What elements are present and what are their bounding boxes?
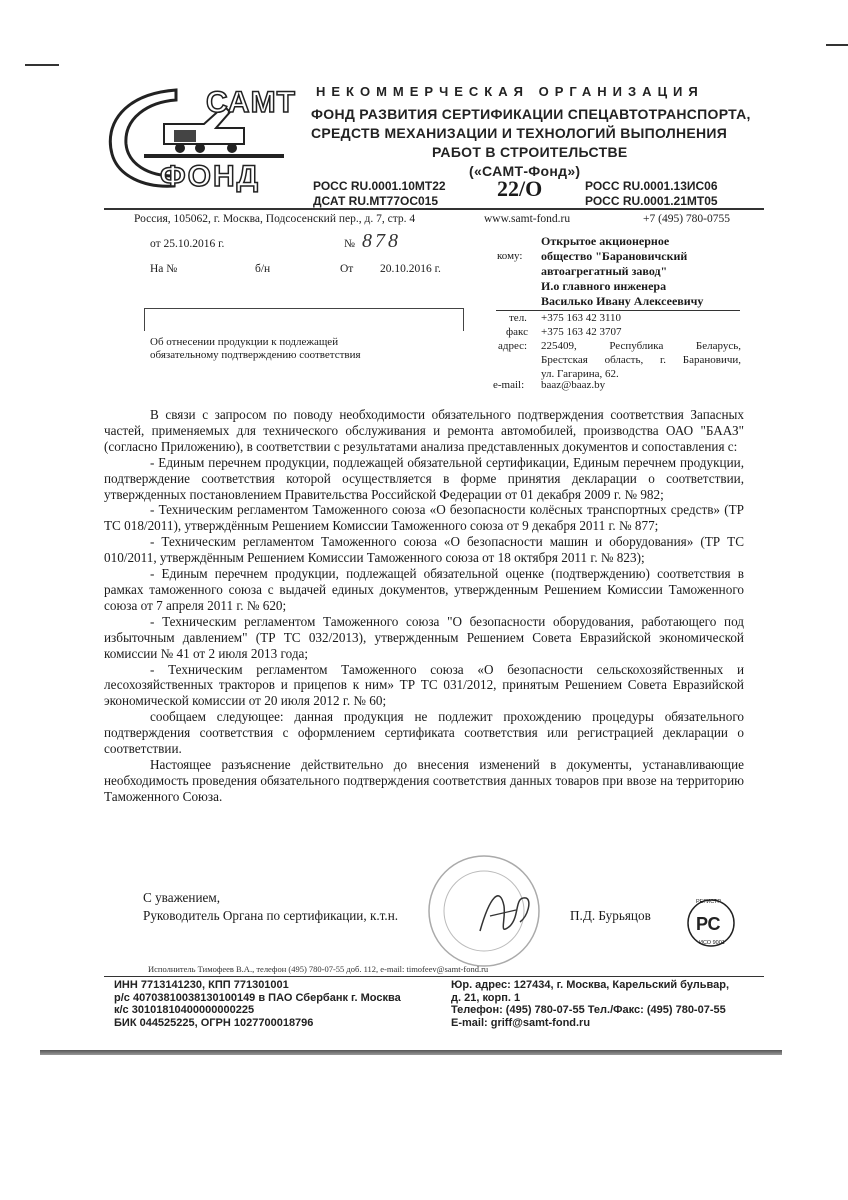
body-paragraph: - Техническим регламентом Таможенного союза «О безопасности колёсных транспортных средств» (ТР ТС 018/2011), утверждённым Решением Комиссии Таможенного союза от 9 декабря 2011 г. № 877; (104, 502, 744, 534)
recipient-line-5: Василько Ивану Алексеевичу (541, 294, 704, 308)
addr-line-2: Брестская область, г. Барановичи, (541, 354, 741, 366)
org-name-line-2: СРЕДСТВ МЕХАНИЗАЦИИ И ТЕХНОЛОГИЙ ВЫПОЛНЕНИЯ (311, 125, 728, 141)
reference-number: б/н (255, 263, 271, 275)
executor-line: Исполнитель Тимофеев В.А., телефон (495) 780-07-55 доб. 112, e-mail: timofeev@samt-fond.ru (148, 964, 489, 974)
addr-line-1: 225409, Республика Беларусь, (541, 340, 741, 352)
scan-mark (826, 44, 848, 46)
reference-label: На № (150, 263, 178, 275)
org-name-line-1: ФОНД РАЗВИТИЯ СЕРТИФИКАЦИИ СПЕЦАВТОТРАНСПОРТА, (311, 106, 751, 122)
subject-bracket (144, 308, 464, 331)
fax-value: +375 163 42 3707 (541, 326, 622, 338)
footer-divider (104, 976, 764, 977)
body-paragraph: Настоящее разъяснение действительно до внесения изменений в документы, устанавливающие необходимость проведения обязательного подтверждения соответствия данных товаров при ввозе на территорию Таможенного Союза. (104, 756, 744, 804)
body-paragraph: сообщаем следующее: данная продукция не подлежит прохождению процедуры обязательного подтверждения соответствия с оформлением сертификата соответствия или регистрацией декларации о соответствии. (104, 709, 744, 757)
body-paragraph: - Техническим регламентом Таможенного союза «О безопасности машин и оборудования» (ТР ТС 010/2011, утверждённым Решением Комиссии Таможенного союза от 18 октября 2011 г. № 823); (104, 534, 744, 566)
recipient-line-1: Открытое акционерное (541, 234, 670, 248)
recipient-line-4: И.о главного инженера (541, 279, 667, 293)
sender-website: www.samt-fond.ru (484, 213, 571, 225)
footer-left-line: р/с 40703810038130100149 в ПАО Сбербанк г. Москва (114, 991, 401, 1004)
sender-address: Россия, 105062, г. Москва, Подсосенский пер., д. 7, стр. 4 (134, 213, 416, 225)
addr-line-3: ул. Гагарина, 62. (541, 368, 619, 380)
letter-number-label: № (344, 238, 355, 250)
register-cert-top: РЕГИСТР (696, 899, 722, 905)
tel-label: тел. (509, 312, 527, 324)
header-divider (104, 208, 764, 210)
reg-mid: 22/О (497, 176, 543, 201)
body-paragraph: - Техническим регламентом Таможенного союза "О безопасности оборудования, работающего под избыточным давлением" (ТР ТС 032/2013), утвержденным Решением Совета Евразийской экономической комиссии № 41 от 2 июля 2013 года; (104, 613, 744, 661)
recipient-line-2: общество "Барановичский (541, 249, 688, 263)
footer-left-line: БИК 044525225, ОГРН 1027700018796 (114, 1016, 314, 1029)
reference-from-label: От (340, 263, 354, 275)
reg-right-2: РОСС RU.0001.21МТ05 (585, 194, 718, 208)
footer-left-line: ИНН 7713141230, КПП 771301001 (114, 979, 289, 991)
footer-right-line: E-mail: griff@samt-fond.ru (451, 1016, 591, 1029)
letter-number: 878 (362, 230, 401, 252)
subject-line-1: Об отнесении продукции к подлежащей (150, 336, 339, 348)
signer-name: П.Д. Бурьяцов (570, 908, 651, 923)
reference-date: 20.10.2016 г. (380, 263, 441, 275)
body-paragraph: - Техническим регламентом Таможенного союза «О безопасности сельскохозяйственных и лесохозяйственных тракторов и прицепов к ним» ТР ТС 031/2012, принятым Решением Совета Евразийской экономической комиссии от 20 июля 2012 г. № 60; (104, 661, 744, 709)
addr-label: адрес: (498, 340, 528, 352)
fax-label: факс (506, 326, 528, 338)
body-paragraph: - Единым перечнем продукции, подлежащей обязательной сертификации, Единым перечнем продукции, подтверждение соответствия которой осуществляется в форме принятия декларации о соответствии, утвержденных постановлением Правительства Российской Федерации от 01 декабря 2009 г. № 982; (104, 454, 744, 502)
org-name-line-4: («САМТ-Фонд») (469, 163, 581, 179)
body-paragraph: - Единым перечнем продукции, подлежащей обязательной оценке (подтверждению) соответствия в рамках таможенного союза с выдачей единых документов, утвержденным Решением Комиссии Таможенного союза от 7 апреля 2011 г. № 620; (104, 566, 744, 613)
reg-left-2: ДСАТ RU.MT77OC015 (313, 194, 439, 208)
signer-position: Руководитель Органа по сертификации, к.т.н. (143, 908, 399, 923)
footer-contact-details (451, 979, 729, 1029)
email-label: e-mail: (493, 379, 525, 391)
greeting: С уважением, (143, 890, 220, 905)
org-type: НЕКОММЕРЧЕСКАЯ ОРГАНИЗАЦИЯ (316, 84, 704, 99)
footer-bank-details (114, 979, 401, 1029)
reg-left-1: РОСС RU.0001.10МТ22 (313, 179, 446, 193)
sender-phone: +7 (495) 780-0755 (643, 213, 730, 225)
email-value: baaz@baaz.by (541, 379, 606, 391)
reg-right-1: РОСС RU.0001.13ИС06 (585, 179, 718, 193)
svg-text:РС: РС (696, 914, 721, 934)
subject-line-2: обязательному подтверждению соответствия (150, 349, 361, 361)
register-cert-bottom: ИСО 9001 (699, 940, 725, 946)
tel-value: +375 163 42 3110 (541, 312, 622, 324)
footer-right-line: Юр. адрес: 127434, г. Москва, Карельский бульвар, (451, 979, 730, 991)
recipient-line-3: автоагрегатный завод" (541, 264, 668, 278)
footer-right-line: Телефон: (495) 780-07-55 Тел./Факс: (495) 780-07-55 (451, 1004, 726, 1016)
footer-right-line: д. 21, корп. 1 (451, 991, 521, 1004)
body-paragraph: В связи с запросом по поводу необходимости обязательного подтверждения соответствия Запасных частей, применяемых для технического обслуживания и ремонта автомобилей, производства ОАО "БААЗ" (согласно Приложению), в соответствии с результатами анализа представленных документов и сопоставления с: (104, 407, 744, 454)
letter-date: от 25.10.2016 г. (150, 238, 225, 250)
bottom-scan-bar (40, 1050, 782, 1055)
scan-mark (25, 64, 59, 66)
footer-left-line: к/с 30101810400000000225 (114, 1004, 255, 1016)
logo-bottom-text: ФОНД (160, 160, 260, 193)
org-name-line-3: РАБОТ В СТРОИТЕЛЬСТВЕ (432, 144, 628, 160)
letter-body (104, 407, 744, 805)
recipient-label: кому: (497, 250, 523, 262)
logo-top-text: САМТ (206, 86, 296, 119)
handwritten-signature (470, 876, 540, 946)
